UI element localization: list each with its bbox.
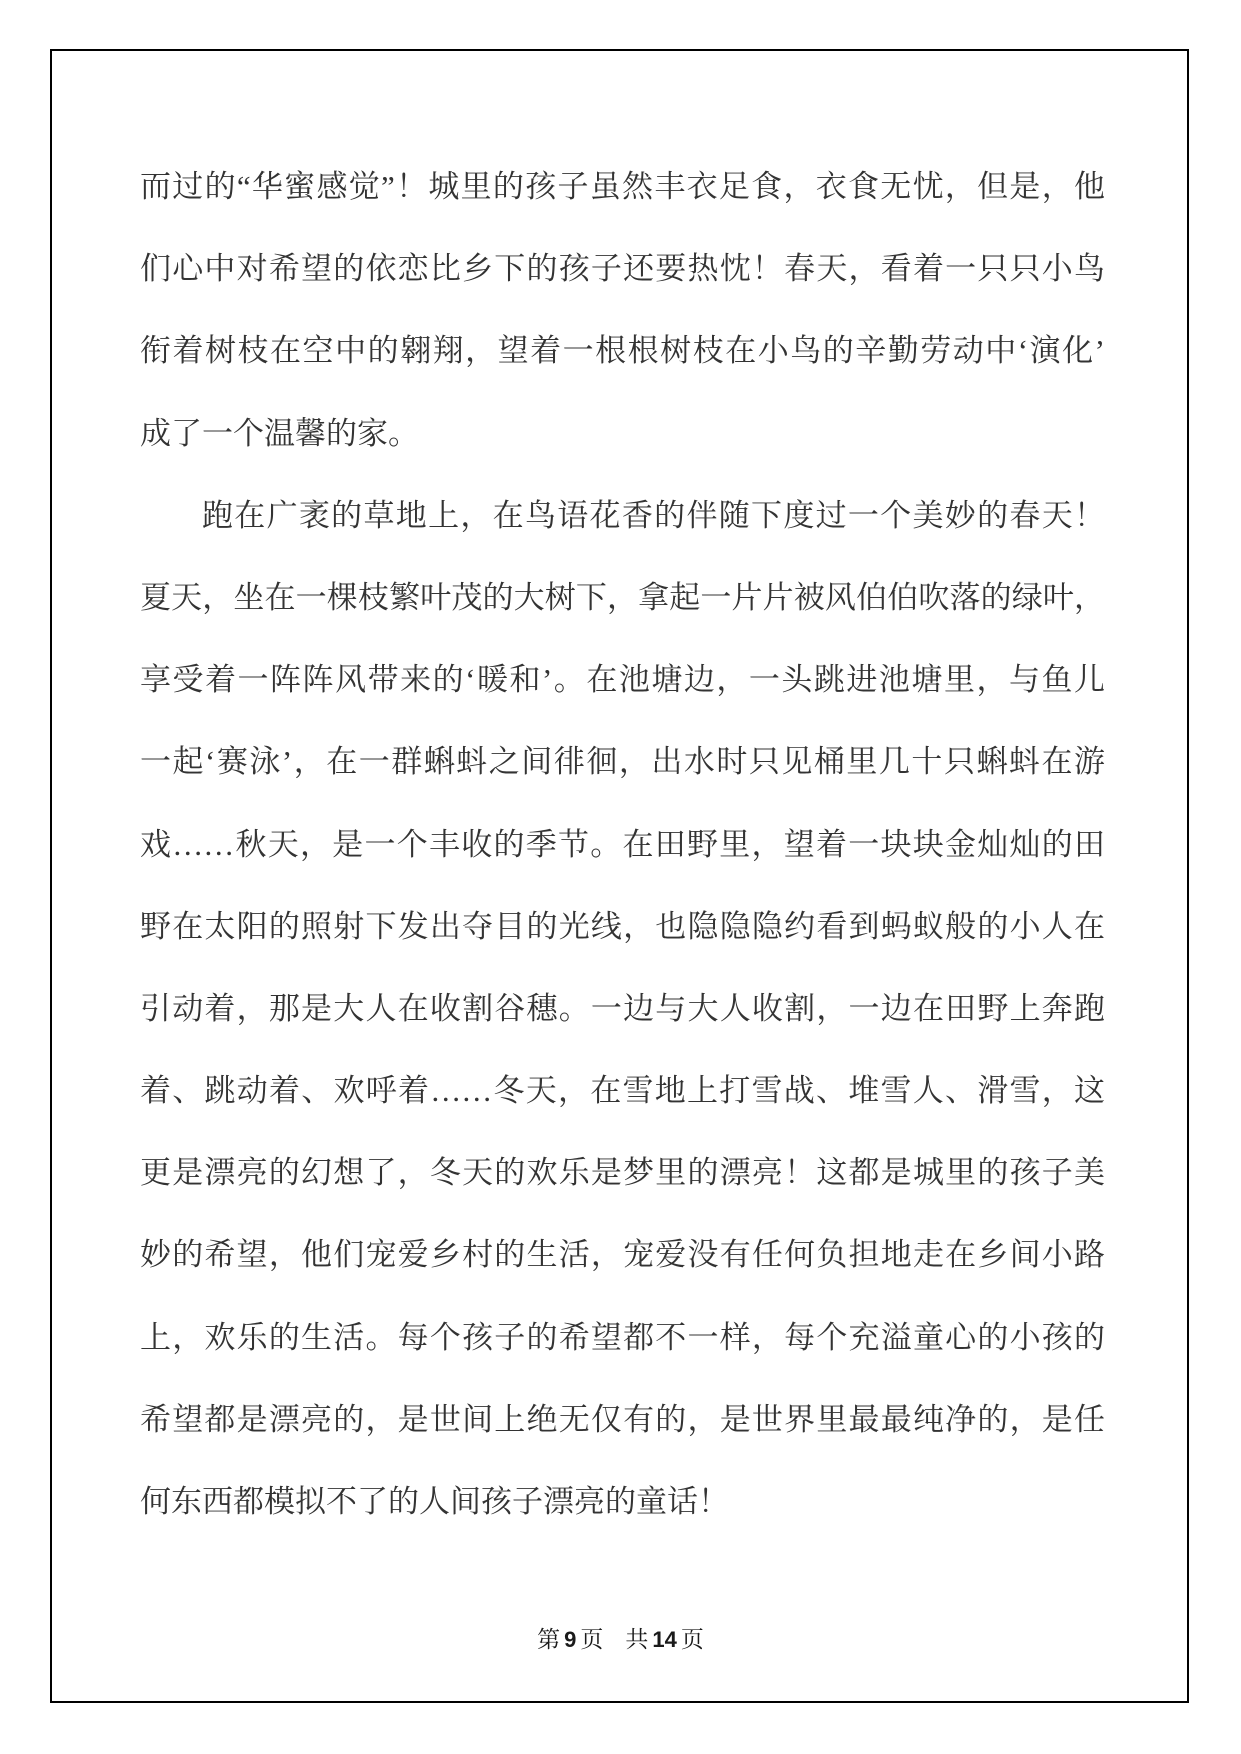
text-line: 更是漂亮的幻想了，冬天的欢乐是梦里的漂亮！这都是城里的孩子美 (140, 1155, 1105, 1191)
text-line: 成了一个温馨的家。 (140, 415, 419, 451)
text-line: 们心中对希望的依恋比乡下的孩子还要热忱！春天，看着一只只小鸟 (140, 251, 1105, 287)
page-number-suffix: 页 (580, 1627, 604, 1652)
text-line: 跑在广袤的草地上，在鸟语花香的伴随下度过一个美妙的春天！ (202, 497, 1105, 533)
text-line: 希望都是漂亮的，是世间上绝无仅有的，是世界里最最纯净的，是任 (140, 1401, 1105, 1437)
page-footer (0, 1620, 1241, 1660)
text-line: 何东西都模拟不了的人间孩子漂亮的童话！ (140, 1484, 729, 1519)
text-line: 上，欢乐的生活。每个孩子的希望都不一样，每个充溢童心的小孩的 (140, 1319, 1105, 1355)
text-line: 野在太阳的照射下发出夺目的光线，也隐隐隐约看到蚂蚁般的小人在 (140, 908, 1105, 944)
total-pages-suffix: 页 (680, 1627, 704, 1652)
document-body (140, 146, 1105, 1543)
text-line: 享受着一阵阵风带来的‘暖和’。在池塘边，一头跳进池塘里，与鱼儿 (140, 662, 1105, 698)
text-line: 夏天，坐在一棵枝繁叶茂的大树下，拿起一片片被风伯伯吹落的绿叶， (140, 579, 1105, 615)
paragraph (140, 146, 1105, 475)
page-number-prefix: 第 (537, 1627, 561, 1652)
text-line: 着、跳动着、欢呼着……冬天，在雪地上打雪战、堆雪人、滑雪，这 (140, 1073, 1105, 1109)
text-line: 一起‘赛泳’，在一群蝌蚪之间徘徊，出水时只见桶里几十只蝌蚪在游 (140, 744, 1105, 780)
paragraph (140, 475, 1105, 1543)
total-pages-prefix: 共 (625, 1627, 649, 1652)
text-line: 引动着，那是大人在收割谷穗。一边与大人收割，一边在田野上奔跑 (140, 990, 1105, 1026)
current-page-number: 9 (564, 1627, 577, 1652)
total-pages-number: 14 (652, 1627, 677, 1652)
text-line: 衔着树枝在空中的翱翔，望着一根根树枝在小鸟的辛勤劳动中‘演化’ (140, 333, 1105, 369)
text-line: 而过的“华蜜感觉”！城里的孩子虽然丰衣足食，衣食无忧，但是，他 (140, 169, 1105, 204)
text-line: 戏……秋天，是一个丰收的季节。在田野里，望着一块块金灿灿的田 (140, 826, 1105, 862)
text-line: 妙的希望，他们宠爱乡村的生活，宠爱没有任何负担地走在乡间小路 (140, 1237, 1105, 1273)
